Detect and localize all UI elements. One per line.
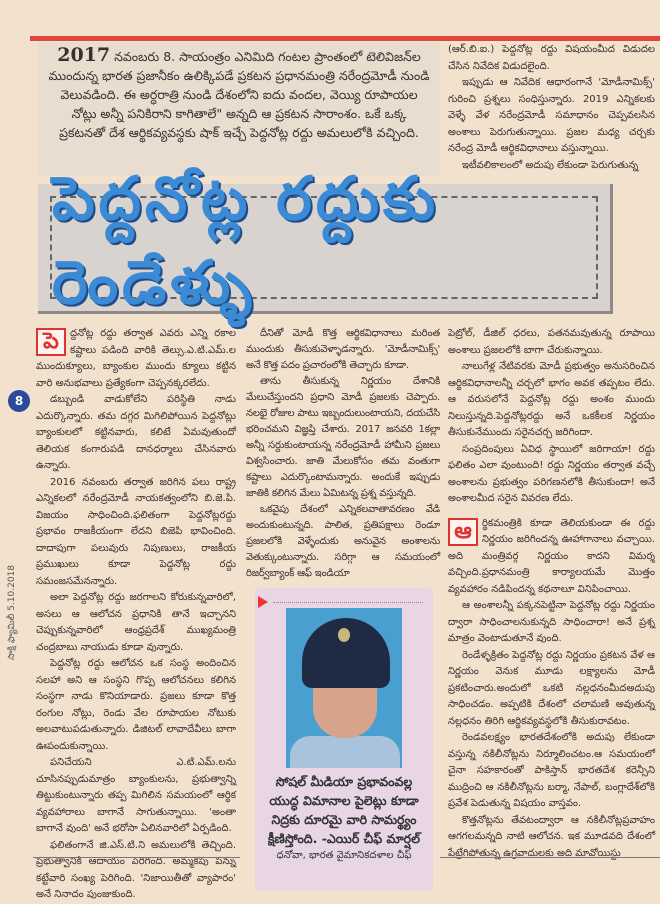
- paragraph: ఒకవైపు దేశంలో ఎన్నికలవాతావరణం వేడి అందుకుంటున్నది. పాలిత, ప్రతిపక్షాలు రెండూ ప్రజలలోకి వెళ్ళేందుకు అనువైన అంశాలను వెతుక్కుంటున్నారు. సరిగ్గా ఆ సమయంలో రిజర్వ్‌బ్యాంక్ ఆఫ్ ఇండియా: [246, 504, 440, 579]
- dotted-rule: [273, 602, 423, 603]
- paragraph: పె ద్దనోట్ల రద్దు తర్వాత ఎవరు ఎన్ని రకాల కష్టాలు పడింది వారికి తెల్సు.ఎ.టి.ఎమ్.ల ముందుక్యూలు, బ్యాంకుల ముందు క్యూలు కట్టిన వారి అనుభవాలు ప్రత్యేకంగా చెప్పనక్కరలేదు.: [36, 328, 236, 389]
- paragraph: నాలుగేళ్ల నేటివరకు మోడీ ప్రభుత్వం అనుసరించిన ఆర్థికవిధానాలన్నీ చర్చలో భాగం అవక తప్పటం లేదు. ఆ వరుసలోనే పెద్దనోట్ల రద్దు అంశం ముందు నిలుస్తున్నది.పెద్దనోట్లరద్దు అనే ఒకకీలక నిర్ణయం తీసుకునేముందు సరైనచర్చ జరిగిందా.: [448, 361, 655, 438]
- page-sidebar: [6, 330, 26, 660]
- top-rule: [30, 36, 660, 41]
- column-2: [246, 326, 440, 582]
- paragraph: ఇప్పుడు ఆ నివేదిక ఆధారంగానే 'మోడీనామిక్స్' గురించి ప్రశ్నలు సంధిస్తున్నారు. 2019 ఎన్నికలకు వెళ్ళే వేళ నరేంద్రమోడీ సమాధానం చెప్పవలసిన అంశాలు పెరుగుతున్నాయి. ప్రజల మధ్య చర్చకు నరేంద్ర మోడీ ఆర్థికవిధానాలు వస్తున్నాయి.: [448, 77, 655, 154]
- paragraph: రెండవలక్ష్యం భారతదేశంలోకి అదుపు లేకుండా వస్తున్న నకిలీనోట్లను నిర్మూలించటం.ఆ సమయంలో చైనా సహకారంతో పాకిస్తాన్ భారతదేశ కరెన్సీని ముద్రించి ఆ నకిలీనోట్లను బర్మా, నేపాల్, బంగ్లాదేశ్‌లోకి ప్రవేశ పెడుతున్న విషయం వాస్తవం.: [448, 732, 655, 809]
- paragraph: రెండేళ్ళక్రితం పెద్దనోట్ల రద్దు నిర్ణయం ప్రకటన వేళ ఆ నిర్ణయం వెనుక మూడు లక్ష్యాలను మోడీ ప్రకటించారు.అందులో ఒకటి నల్లధనంమీదఅదుపు సాధించడం. అప్పటికి దేశంలో చలామణి అవుతున్న నల్లధనం తిరిగి ఆర్థికవ్యవస్థలోకి తీసుకురావటం.: [448, 649, 655, 727]
- intro-text: నవంబరు 8. సాయంత్రం ఎనిమిది గంటల ప్రాంతంలో టెలివిజన్‌ల ముందున్న భారత ప్రజానీకం ఉలిక్కిపడే ప్రకటన ప్రధానమంత్రి నరేంద్రమోడీ నుండి వెలువడింది. ఈ అర్ధరాత్రి నుండి దేశంలోని ఐదు వందల, వెయ్యి రూపాయల నోట్లు అన్నీ పనికిరాని కాగితాలే" అన్నది ఆ ప్రకటన సారాంశం. ఒకే ఒక్క ప్రకటనతో దేశ ఆర్థికవ్యవస్థకు షాక్ ఇచ్చే పెద్దనోట్ల రద్దు అమలులోకి వచ్చింది.: [48, 49, 430, 140]
- paragraph: పనిచేయని ఎ.టి.ఎమ్.లను చూసినప్పుడుమాత్రం బ్యాంకులను, ప్రభుత్వాన్ని తిట్టుకుంటున్నారు తప్ప మిగిలిన సమయంలో ఆర్థిక వ్యవహారాలు బాగానే సాగుతున్నాయి. 'అంతా బాగానే వుంది' అనే భరోసా ఏలినవారిలో ఏర్పడింది.: [36, 757, 236, 834]
- headline: పెద్దనోట్ల రద్దుకు రెండేళ్ళు: [52, 163, 440, 318]
- paragraph: తాను తీసుకున్న నిర్ణయం దేశానికి మేలుచేస్తుందని ప్రధాని మోడీ ప్రజలకు చెప్పారు. నలభై రోజుల పాటు ఇబ్బందులుంటాయని, దయచేసి భరించమని విజ్ఞప్తి చేశారు. 2017 జనవరి 1కల్లా అన్నీ సర్దుకుంటాయన్న నరేంద్రమోడీ హామీని ప్రజలు విశ్వసించారు. జాతి మేలుకోసం తమ వంతుగా కష్టాలు ఎదుర్కొంటామన్నారు. అందుకే ఇప్పుడు జాతికి కలిగిన మేలు ఏమిటన్న ప్రశ్న వస్తున్నది.: [246, 376, 440, 499]
- paragraph: కొత్తనోట్లను తేవటంద్వారా ఆ నకిలీనోట్లప్రవాహం ఆగగలమన్నది నాటి ఆలోచన. ఇక మూడవది దేశంలో పేట్రేగిపోతున్న ఉగ్రవాదులకు అది మావోయిస్టు: [448, 814, 655, 859]
- quote-text: సోషల్ మీడియా ప్రభావంవల్ల యుద్ధ విమానాల పైలెట్లు కూడా నిద్రకు దూరమై వారి సామర్థ్యం క్షీణిస్తోంది. -ఎయిర్ చీఫ్ మార్షల్: [268, 774, 420, 846]
- paragraph: పెట్రోల్, డీజిల్ ధరలు, పతనమవుతున్న రూపాయి అంశాలు ప్రజలలోకి బాగా చేరుకున్నాయి.: [448, 328, 655, 356]
- paragraph: అలా పెద్దనోట్ల రద్దు జరగాలని కోరుకున్నవారిలో, అసలు ఆ ఆలోచన ప్రధానికి తానే ఇచ్చానని చెప్పుకున్నవారిలో ఆంధ్రప్రదేశ్ ముఖ్యమంత్రి చంద్రబాబు నాయుడు కూడా వున్నారు.: [36, 592, 236, 653]
- paragraph: దీనితో మోడీ కొత్త ఆర్థికవిధానాలు మరింత ముందుకు తీసుకువెళ్ళాడన్నారు. 'మోడీనామిక్స్' అనే కొత్త పదం ప్రచారంలోకి తెచ్చారు కూడా.: [246, 328, 440, 371]
- intro-box: [38, 42, 440, 176]
- paragraph: సంప్రదింపులు ఏవిధ స్థాయిలో జరిగాయా! రద్దు ఫలితం ఎలా వుంటుంది! రద్దు నిర్ణయం తర్వాత వచ్చే అంశాలను ప్రభుత్వం పరిగణనలోకి తీసుకుందా! అనే అంశాలమీద సరైన వివరణ లేదు.: [448, 443, 655, 504]
- paragraph: ఆ ర్థికమంత్రికి కూడా తెలియకుండా ఈ రద్దు నిర్ణయం జరిగిందన్న ఊహాగానాలు వచ్చాయి. అది మంత్రివర్గ నిర్ణయం కాదని విమర్శ వచ్చింది.ప్రధానమంత్రి కార్యాలయమే మొత్తం వ్యవహారం నడిపిందన్న కథనాలూ వినిపించాయి.: [448, 517, 655, 595]
- photo-caption: [259, 772, 429, 864]
- publication-date: సాక్షి ఫ్యామిలీ 5.10.2018: [7, 564, 17, 660]
- page-number: 8: [8, 390, 30, 412]
- divider: [440, 857, 660, 858]
- paragraph: 2016 నవంబరు తర్వాత జరిగిన పలు రాష్ట్ర ఎన్నికలలో నరేంద్రమోడీ నాయకత్వంలోని బి.జె.పి. విజయం సాధించింది.ఫలితంగా పెద్దనోట్లరద్దు ప్రభావం రాజకీయంగా లేదని బిజెపి భావించింది. దాదాపుగా పలువురు నిపుణులు, రాజకీయ ప్రముఖులు కూడా పెద్దనోట్ల రద్దు సమంజసమేనన్నారు.: [36, 476, 236, 587]
- intro-year: 2017: [57, 44, 111, 66]
- arrow-icon: [258, 596, 268, 608]
- quote-source: ధనోవా, భారత వైమానికదళాల చీఫ్: [276, 850, 412, 861]
- paragraph: డబ్బుండి వాడుకోలేని పరిస్థితి నాడు ఎదుర్కొన్నారు. తమ దగ్గర మిగిలిపోయిన పెద్దనోట్లు బ్యాంకులలో కట్టినవారు, కలిటే ఏమవుతుందో తెలియక కంగారుపడి దానధర్మాలు చేసినవారు ఉన్నారు.: [36, 394, 236, 471]
- paragraph: ఆ అంశాలన్నీ పక్కనపెట్టినా పెద్దనోట్ల రద్దు నిర్ణయం ద్వారా సాధించాలనుకున్నది సాధించారా! అనే ప్రశ్న మాత్రం వెంటాడుతూనే వుంది.: [448, 600, 655, 644]
- emblem-icon: [338, 628, 350, 642]
- top-right-column: [448, 42, 655, 174]
- divider: [33, 857, 240, 858]
- paragraph: ఇటీవలికాలంలో అదుపు లేకుండా పెరుగుతున్న: [462, 159, 639, 171]
- paragraph: ఫలితంగానే జి.ఎస్.టి.ని అమలులోకి తెచ్చింది. ప్రభుత్వానికి ఆదాయం పెరిగింది. అమ్మకపు పన్ను కట్టేవారి సంఖ్య పెరిగింది. 'నిజాయితీతో వ్యాపారం' అనే నినాదం పుంజుకుంది.: [36, 839, 236, 900]
- column-3: [448, 326, 655, 862]
- column-1: [36, 326, 236, 904]
- drop-cap: ఆ: [448, 518, 478, 546]
- portrait-photo: [286, 608, 402, 768]
- drop-cap: పె: [36, 328, 66, 356]
- paragraph: (ఆర్.బి.ఐ.) పెద్దనోట్ల రద్దు విషయంమీద విడుదల చేసిన నివేదిక విడుదలైంది.: [448, 44, 655, 72]
- paragraph: పెద్దనోట్ల రద్దు ఆలోచన ఒక సంస్థ అందించిన సలహా అని ఆ సంస్థని గొప్ప ఆలోచనలు కలిగిన సంస్థగా నాడు కొనియాడారు. ప్రజలు కూడా కొత్త రంగుల నోట్లు, రెండు వేల రూపాయల నోటుకు అలవాటుపడుతున్నారు. డిజిటల్ లావాదేవీలు బాగా ఊపందుకున్నాయి.: [36, 658, 236, 752]
- quote-photo-box: [255, 588, 433, 890]
